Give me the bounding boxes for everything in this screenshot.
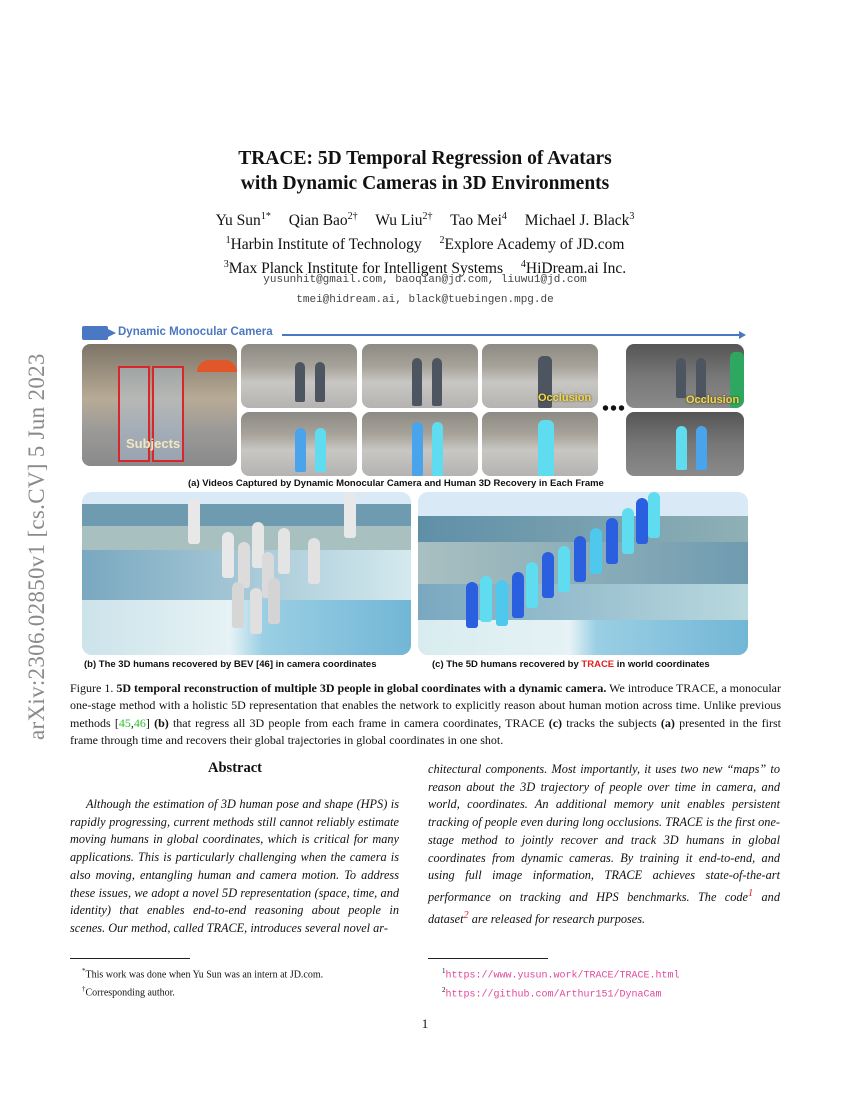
email-line: tmei@hidream.ai, black@tuebingen.mpg.de xyxy=(296,294,554,306)
subfigure-label-c: (c) The 5D humans recovered by TRACE in world coordinates xyxy=(432,659,710,670)
author: Wu Liu xyxy=(375,212,423,230)
email-line: yusunhit@gmail.com, baoqian@jd.com, liuwu1@jd.com xyxy=(263,274,587,286)
occlusion-label: Occlusion xyxy=(686,394,740,406)
video-frame xyxy=(482,344,598,408)
abstract-heading: Abstract xyxy=(208,760,262,776)
affiliation: Max Planck Institute for Intelligent Systems xyxy=(228,260,504,278)
subfigure-label-b: (b) The 3D humans recovered by BEV [46] in camera coordinates xyxy=(84,659,377,670)
footnote-ref[interactable]: 2 xyxy=(463,909,469,921)
occlusion-label: Occlusion xyxy=(538,392,592,404)
dataset-url-link[interactable]: https://github.com/Arthur151/DynaCam xyxy=(445,989,662,1001)
figure-caption: Figure 1. 5D temporal reconstruction of multiple 3D people in global coordinates with a dynamic camera. We introduce TRACE, a monocular one-stage method with a holistic 5D representation that enables the network to explicitly reason about human motion across time. Unlike previous methods [45,46] (b) that regress all 3D people from each frame in camera coordinates, TRACE (c) tracks the subjects (a) presented in the first frame through time and recovers their global trajectories in global coordinates in one shot. xyxy=(70,681,781,747)
author: Michael J. Black xyxy=(524,212,630,230)
email-block xyxy=(0,270,850,310)
affiliation: Explore Academy of JD.com xyxy=(444,236,625,254)
time-arrow xyxy=(282,334,740,336)
affiliation: Harbin Institute of Technology xyxy=(230,236,422,254)
affiliation-line: $^1$Harbin Institute of Technology $^2$Explore Academy of JD.com xyxy=(225,235,625,254)
footnotes-right: $^1$https://www.yusun.work/TRACE/TRACE.html $^2$https://github.com/Arthur151/DynaCam xyxy=(442,967,680,1001)
camera-banner xyxy=(82,324,748,344)
author: Qian Bao xyxy=(288,212,348,230)
recovery-frame xyxy=(482,412,598,476)
recovery-frame xyxy=(362,412,478,476)
footnote-rule xyxy=(428,958,548,959)
footnotes-left: *This work was done when Yu Sun was an intern at JD.com. †Corresponding author. xyxy=(82,967,324,999)
footnote: This work was done when Yu Sun was an intern at JD.com. xyxy=(85,969,324,981)
author-list: Yu Sun$^{1*}$ Qian Bao$^{2\dagger}$ Wu Liu$^{2\dagger}$ Tao Mei$^4$ Michael J. Black$^3$ xyxy=(215,211,635,230)
abstract-left-column: Although the estimation of 3D human pose and shape (HPS) is rapidly progressing, current methods still cannot reliably estimate moving humans in global coordinates, which is critical for many applications. This is particularly challenging when the camera is also moving, entangling human and camera motion. To address these issues, we adopt a novel 5D representation (space, time, and identity) that enables end-to-end reasoning about people in scenes. Our method, called TRACE, introduces several novel ar- xyxy=(70,797,399,935)
camera-label: Dynamic Monocular Camera xyxy=(118,326,273,338)
affiliation: HiDream.ai Inc. xyxy=(525,260,627,278)
affiliation-line: $^3$Max Planck Institute for Intelligent Systems $^4$HiDream.ai Inc. xyxy=(223,259,627,278)
video-camera-icon xyxy=(82,326,108,340)
project-url-link[interactable]: https://www.yusun.work/TRACE/TRACE.html xyxy=(445,970,680,982)
author: Tao Mei xyxy=(450,212,502,230)
citation-link[interactable]: 46 xyxy=(133,715,146,730)
title-line-1: TRACE: 5D Temporal Regression of Avatars xyxy=(238,148,612,169)
author: Yu Sun xyxy=(215,212,261,230)
footnote: Corresponding author. xyxy=(85,987,175,999)
subfigure-label-a: (a) Videos Captured by Dynamic Monocular Camera and Human 3D Recovery in Each Frame xyxy=(188,478,604,489)
footnote-ref[interactable]: 1 xyxy=(748,887,754,899)
page-number: 1 xyxy=(421,1016,429,1031)
subjects-label: Subjects xyxy=(126,436,181,451)
abstract-right-column: chitectural components. Most importantly, it uses two new “maps” to reason about the 3D trajectory of people over time in camera, and world, coordinates. An additional memory unit enables persistent tracking of people even during long occlusions. TRACE is the first one-stage method to jointly recover and track 3D humans in global coordinates from dynamic cameras. By training it end-to-end, and using full image information, TRACE achieves state-of-the-art performance on tracking and HPS benchmarks. The code$^1$ and dataset$^2$ are released for research purposes. xyxy=(428,762,780,926)
first-frame xyxy=(82,344,237,466)
ellipsis: ••• xyxy=(602,398,627,420)
arxiv-identifier: arXiv:2306.02850v1 [cs.CV] 5 Jun 2023 xyxy=(24,353,49,740)
video-frame xyxy=(626,344,744,408)
recovery-frame xyxy=(241,412,357,476)
citation-link[interactable]: 45 xyxy=(118,715,131,730)
video-frame xyxy=(241,344,357,408)
paper-title xyxy=(0,146,850,196)
trace-scene xyxy=(418,492,748,655)
recovery-frame xyxy=(626,412,744,476)
footnote-rule xyxy=(70,958,190,959)
video-frame xyxy=(362,344,478,408)
bev-scene xyxy=(82,492,411,655)
author-block xyxy=(0,207,850,279)
figure-1 xyxy=(82,320,748,672)
title-line-2: with Dynamic Cameras in 3D Environments xyxy=(240,173,610,194)
